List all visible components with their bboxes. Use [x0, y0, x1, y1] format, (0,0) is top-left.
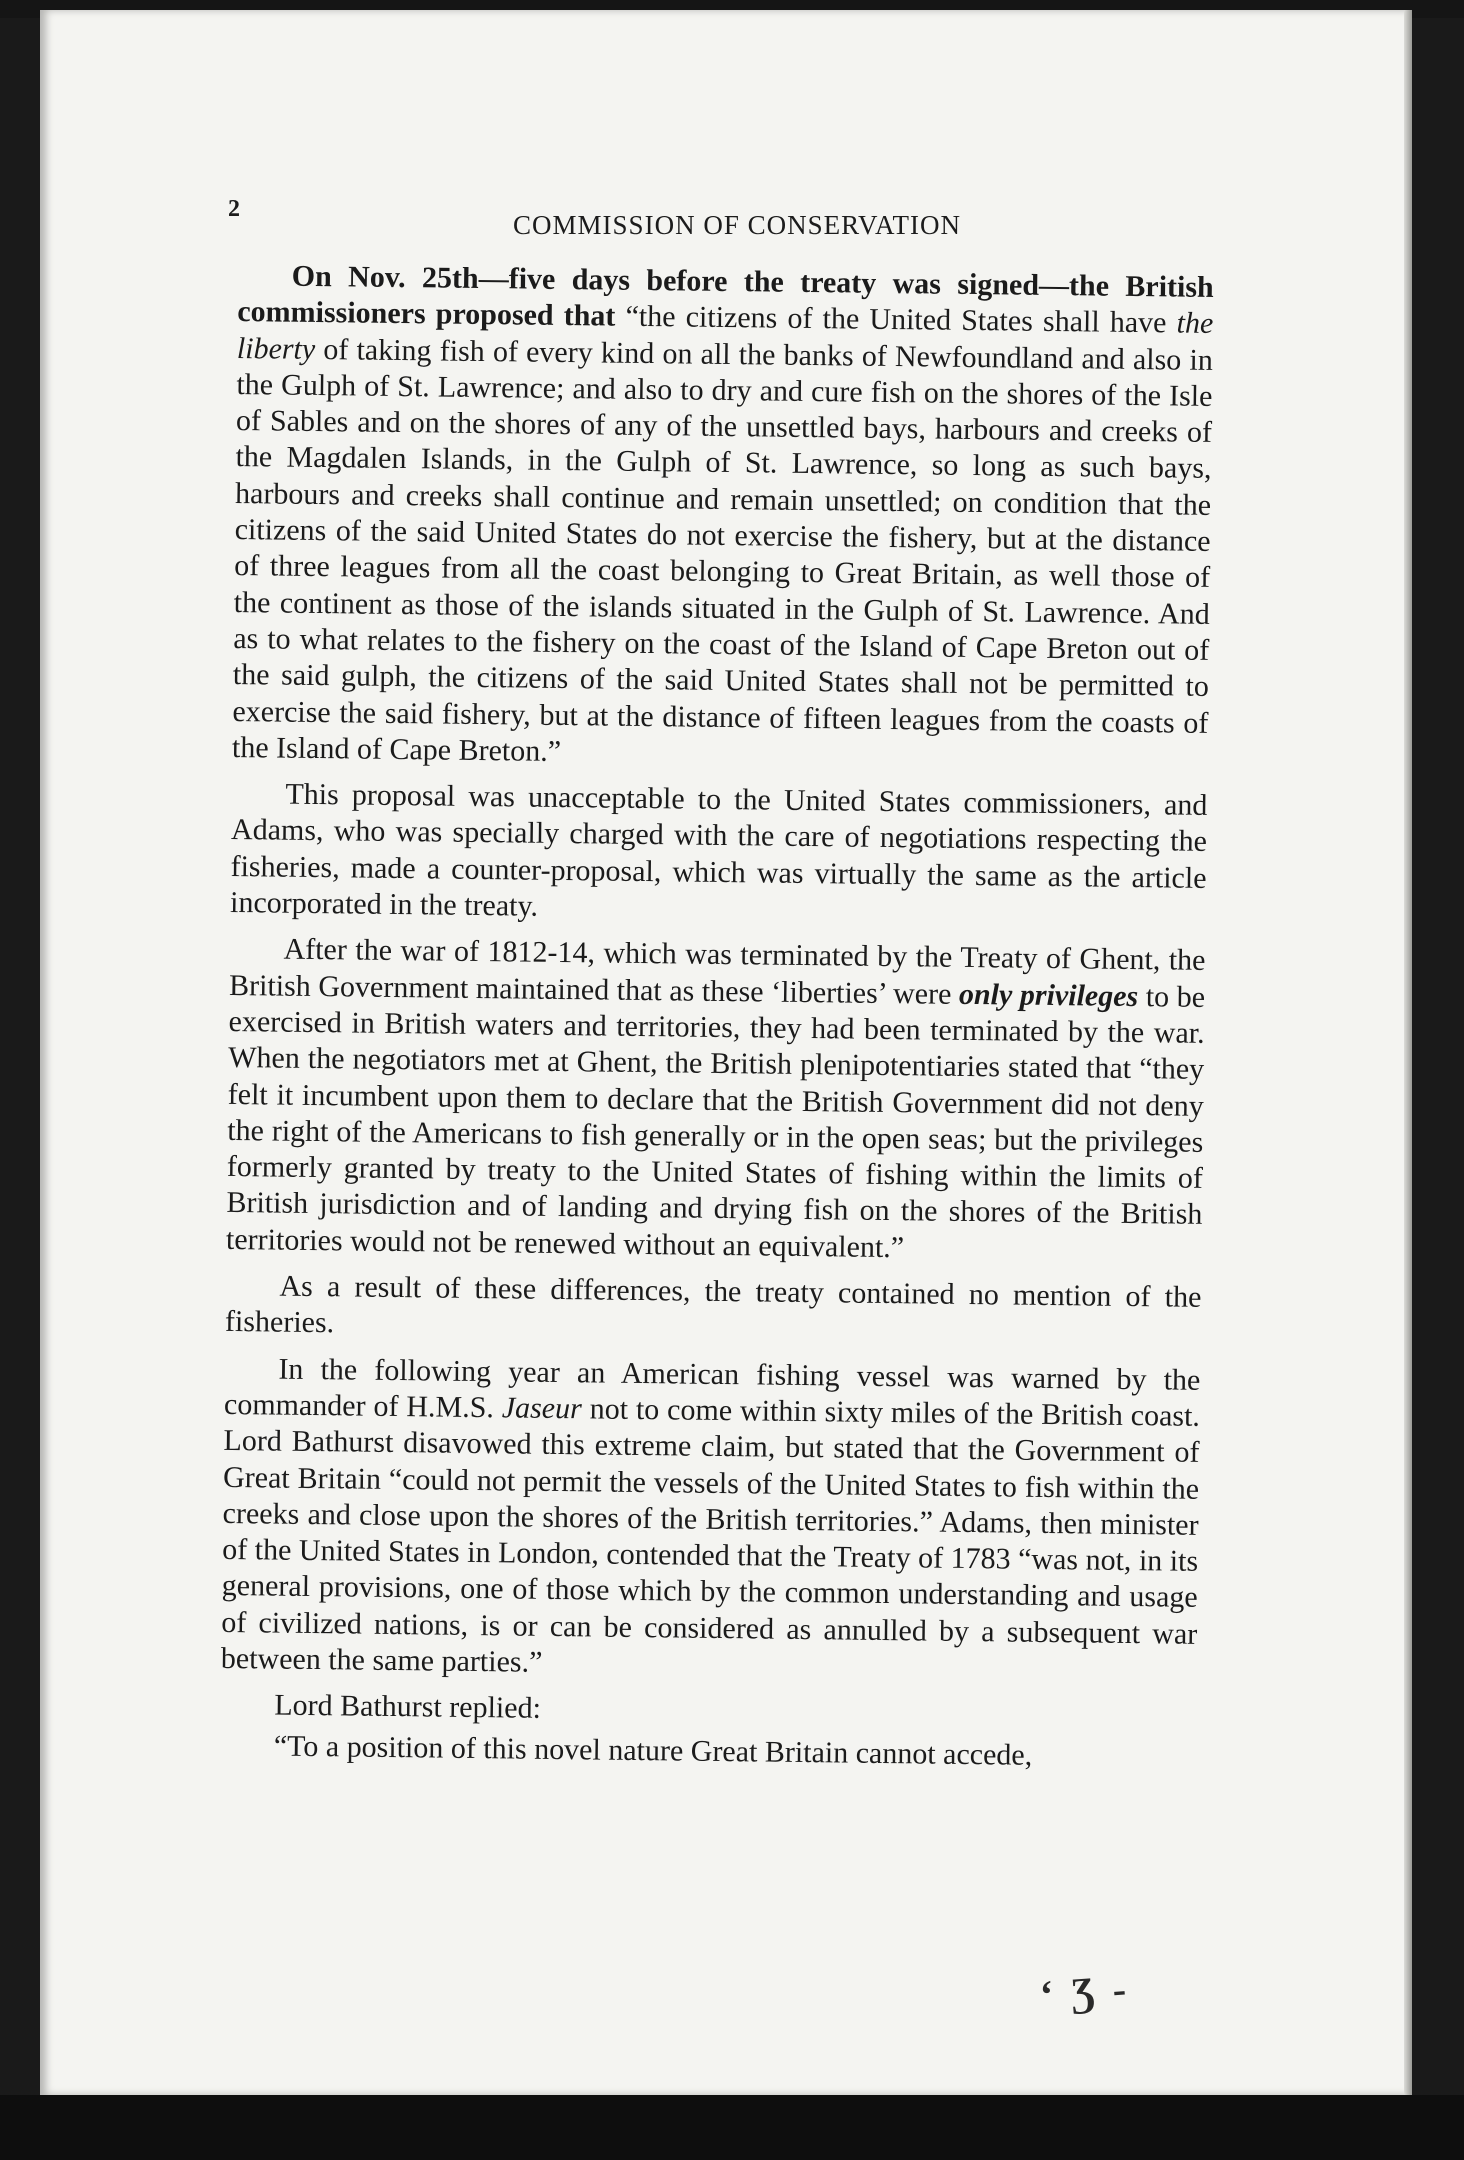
paragraph-5-text-b: not to come within sixty miles of the British coast. Lord Bathurst disavowed this extreme claim, but stated that the Government of Great Britain “could not permit the vessels of the United States to fish within the creeks and close upon the shores of the British territories.” Adams, then minister of the United States in London, contended that the Treaty of 1783 “was not, in its general provisions, one of those which by the common understanding and usage of civilized nations, is or can be considered as annulled by a subsequent war between the same parties.”: [220, 1392, 1201, 1679]
paragraph-1: [232, 258, 1214, 778]
page-number: 2: [228, 196, 240, 222]
paragraph-3: [226, 931, 1206, 1270]
paragraph-5: [221, 1351, 1201, 1690]
paragraph-1-text-a: “the citizens of the United States shall have: [615, 299, 1177, 340]
page-edge: [1404, 10, 1412, 2095]
paragraph-5-text-a: In the following year an American fishing vessel was warned by the commander of H.M.S.: [223, 1352, 1201, 1425]
body-text: [219, 258, 1213, 1786]
paragraph-1-text-b: of taking fish of every kind on all the banks of Newfoundland and also in the Gulph of St. Lawrence; and also to dry and cure fish on the shores of the Isle of Sables and on the shores of any of the unsettled bays, harbours and creeks of the Magdalen Islands, in the Gulph of St. Lawrence, so long as such bays, harbours and creeks shall continue and remain unsettled; on condition that the citizens of the said United States do not exercise the fishery, but at the distance of three leagues from all the coast belonging to Great Britain, as well those of the continent as those of the islands situated in the Gulph of St. Lawrence. And as to what relates to the fishery on the coast of the Island of Cape Breton out of the said gulph, the citizens of the said United States shall not be permitted to exercise the said fishery, but at the distance of fifteen leagues from the coasts of the Island of Cape Breton.”: [231, 332, 1214, 768]
scan-border-bottom: [0, 2095, 1464, 2160]
paragraph-1-italic: the liberty: [236, 306, 1214, 366]
stray-mark: ‘ Ʒ ‐: [1038, 1965, 1132, 2018]
paragraph-3-text-b: to be exercised in British waters and territories, they had been terminated by the war. When the negotiators met at Ghent, the British plenipotentiaries stated that “they felt it incumbent upon them to declare that the British Government did not deny the right of the Americans to fish generally or in the open seas; but the privileges formerly granted by treaty to the United States of fishing within the limits of British jurisdiction and of landing and drying fish on the shores of the British territories would not be renewed without an equivalent.”: [225, 979, 1206, 1264]
running-head: COMMISSION OF CONSERVATION: [513, 210, 961, 240]
paragraph-2: This proposal was unacceptable to the United States commissioners, and Adams, who was specially charged with the care of negotiations respecting the fisheries, made a counter-proposal, which was virtually the same as the article incorporated in the treaty.: [229, 777, 1208, 923]
paragraph-5-italic: Jaseur: [501, 1391, 582, 1426]
paragraph-4: As a result of these differences, the treaty contained no mention of the fisheries.: [224, 1269, 1202, 1340]
paragraph-1-lead: On Nov. 25th—five days before the treaty was signed—the British commissioners proposed that: [237, 259, 1214, 333]
paragraph-7: “To a position of this novel nature Great Britain cannot accede,: [273, 1729, 1033, 1772]
paragraph-3-text-a: After the war of 1812-14, which was terminated by the Treaty of Ghent, the British Government maintained that as these ‘liberties’ were: [228, 932, 1206, 1011]
paragraph-6: Lord Bathurst replied:: [274, 1688, 542, 1726]
paragraph-3-emphasis: only privileges: [958, 977, 1139, 1013]
